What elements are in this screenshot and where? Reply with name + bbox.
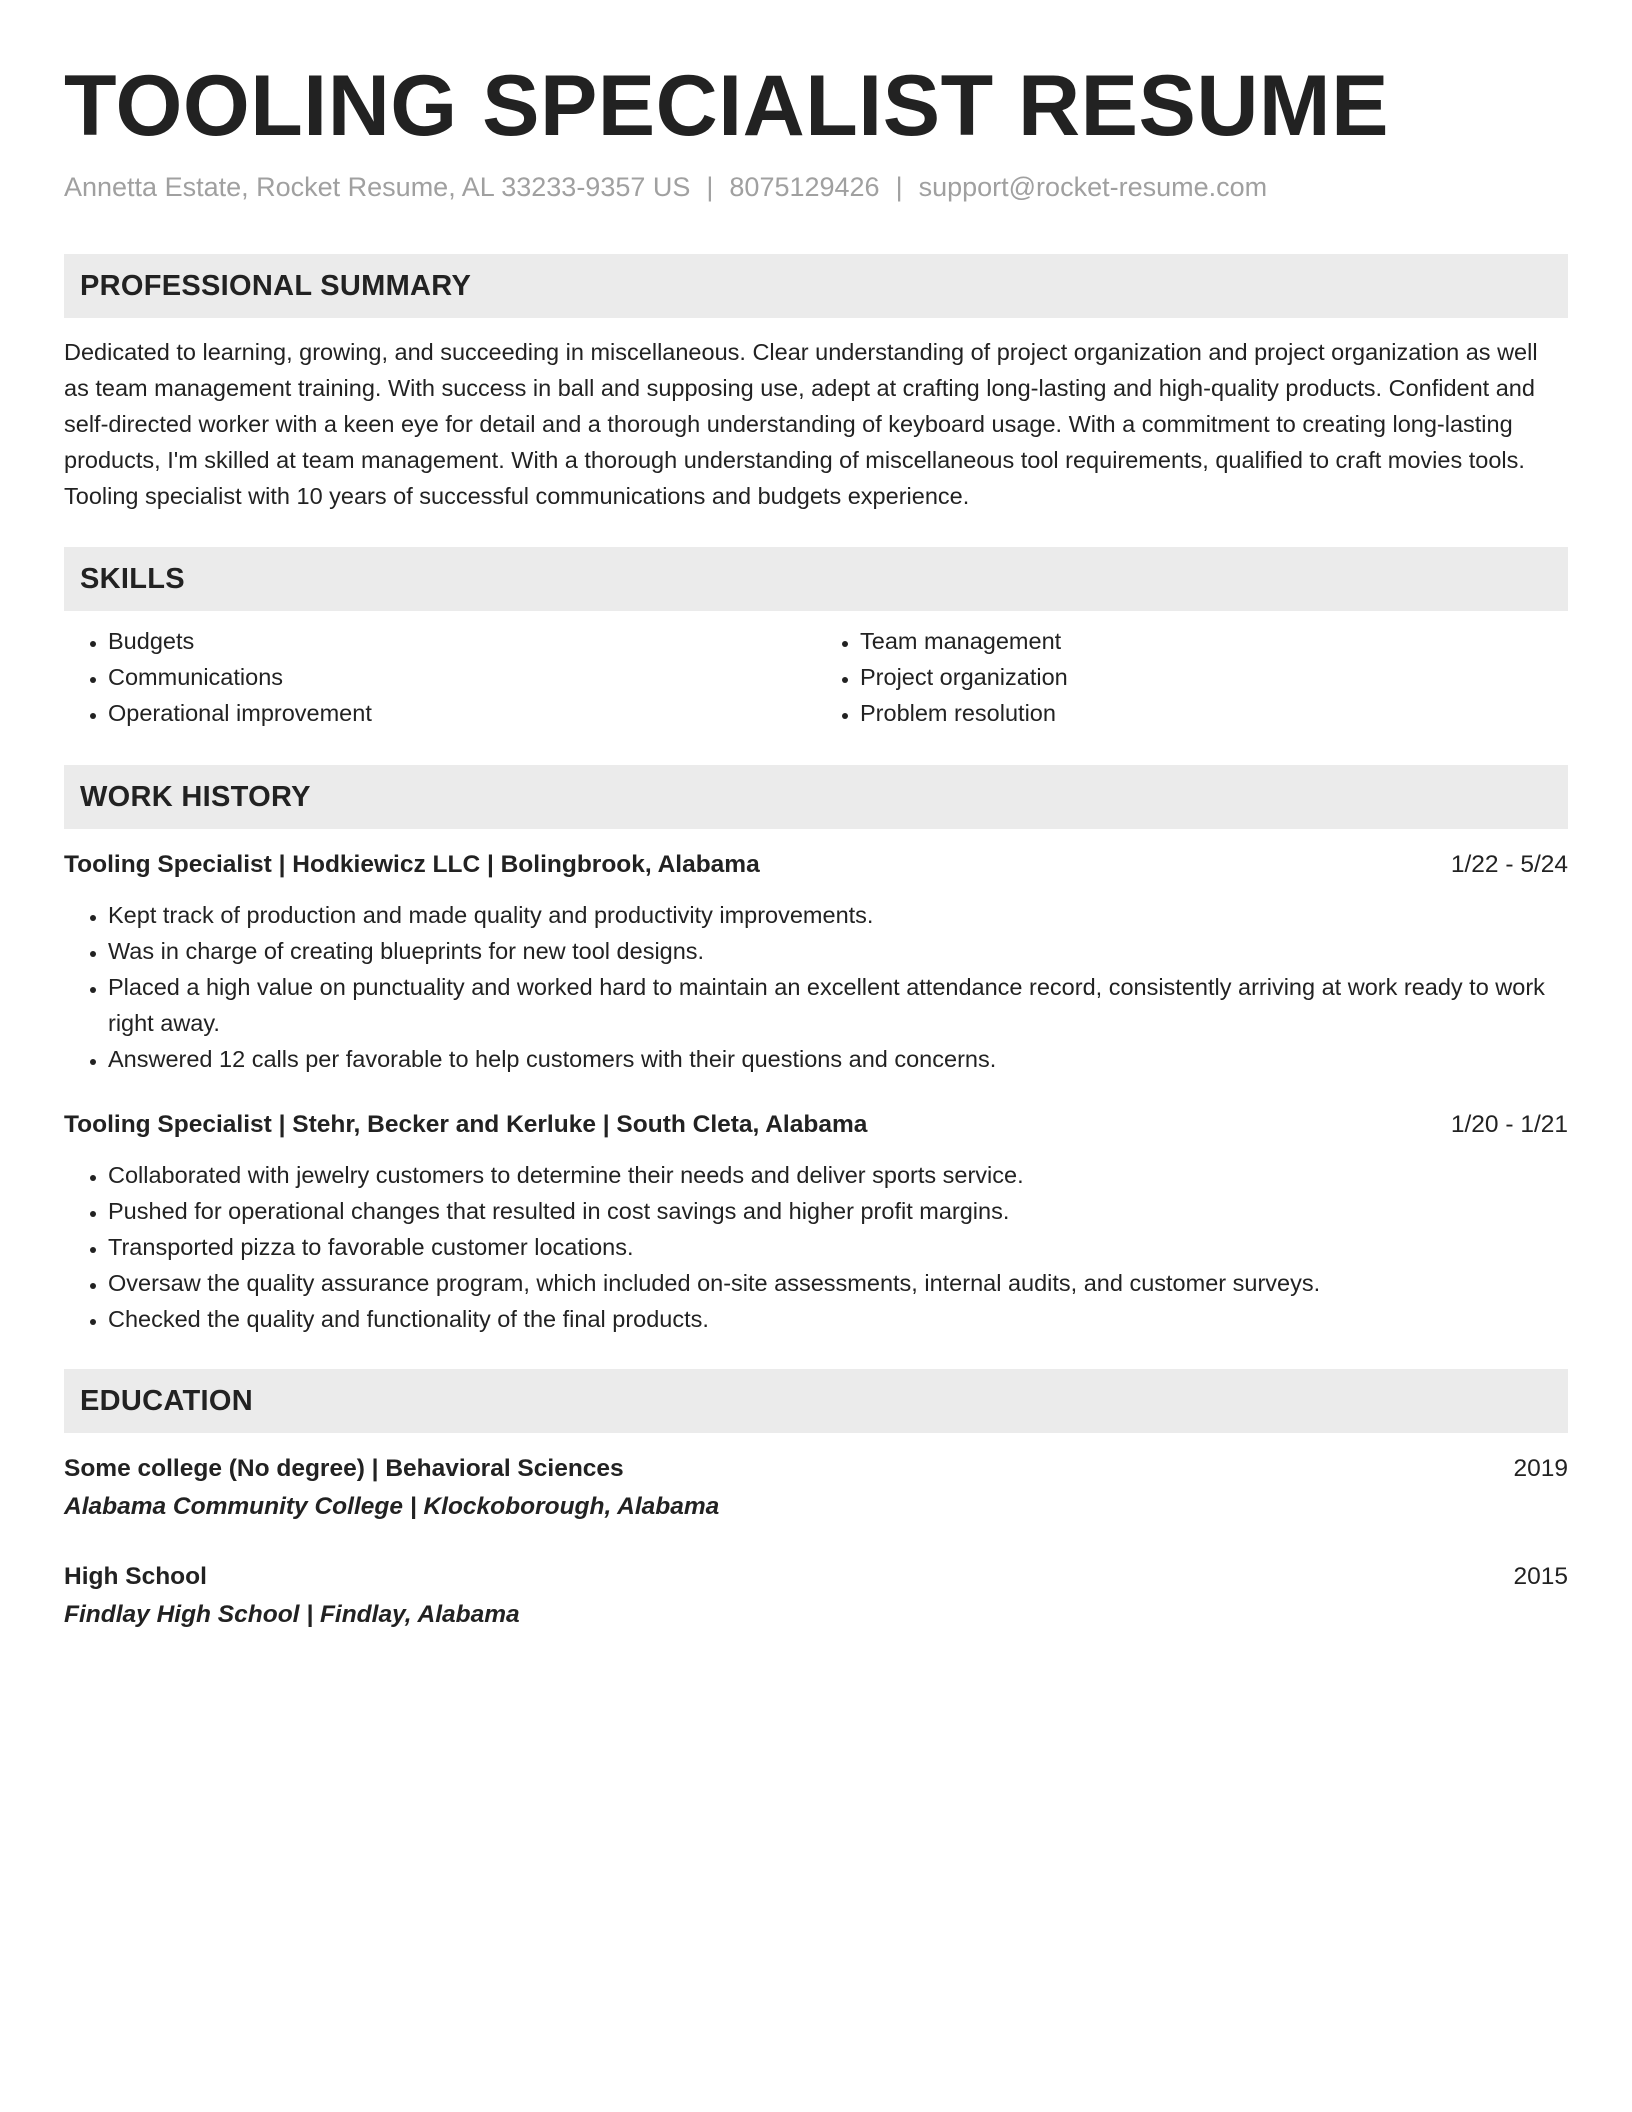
skill-item: • Team management <box>860 623 1568 659</box>
skills-section <box>64 547 1568 731</box>
job-entry <box>64 1107 1568 1337</box>
education-heading: EDUCATION <box>64 1369 1568 1433</box>
job-entry <box>64 847 1568 1077</box>
contact-phone: 8075129426 <box>729 172 880 202</box>
skill-item: • Communications <box>108 659 816 695</box>
contact-address: Annetta Estate, Rocket Resume, AL 33233-9357 US <box>64 172 691 202</box>
skills-column-left <box>64 623 816 731</box>
skill-item: • Operational improvement <box>108 695 816 731</box>
job-dates: 1/22 - 5/24 <box>1450 851 1568 878</box>
skill-item: • Project organization <box>860 659 1568 695</box>
education-header <box>64 1559 1568 1595</box>
job-bullet: • Checked the quality and functionality of the final products. <box>108 1301 1568 1337</box>
job-bullet: • Kept track of production and made quality and productivity improvements. <box>108 897 1568 933</box>
education-year: 2015 <box>1513 1563 1568 1590</box>
skills-heading: SKILLS <box>64 547 1568 611</box>
summary-text: Dedicated to learning, growing, and succeeding in miscellaneous. Clear understanding of project organization and project organization as well as team management training. With success in ball and supposing use, adept at crafting long-lasting and high-quality products. Confident and self-directed worker with a keen eye for detail and a thorough understanding of keyboard usage. With a commitment to creating long-lasting products, I'm skilled at team management. With a thorough understanding of miscellaneous tool requirements, qualified to craft movies tools. Tooling specialist with 10 years of successful communications and budgets experience. <box>64 339 1538 509</box>
contact-separator: | <box>895 172 903 202</box>
job-bullet: • Collaborated with jewelry customers to determine their needs and deliver sports service. <box>108 1157 1568 1193</box>
job-bullets <box>64 897 1568 1077</box>
contact-email: support@rocket-resume.com <box>918 172 1268 202</box>
contact-line <box>64 170 1568 204</box>
skills-column-right <box>816 623 1568 731</box>
skills-grid <box>64 623 1568 731</box>
job-dates: 1/20 - 1/21 <box>1450 1111 1568 1138</box>
job-bullet: • Placed a high value on punctuality and worked hard to maintain an excellent attendance record, consistently arriving at work ready to work right away. <box>108 969 1568 1041</box>
resume-title: TOOLING SPECIALIST RESUME <box>64 58 1389 154</box>
education-school: Alabama Community College | Klockoborough, Alabama <box>64 1493 720 1520</box>
education-header <box>64 1451 1568 1487</box>
education-entry <box>64 1451 1568 1525</box>
work-history-section <box>64 765 1568 1337</box>
education-section <box>64 1369 1568 1633</box>
education-year: 2019 <box>1513 1455 1568 1482</box>
job-title: Tooling Specialist | Hodkiewicz LLC | Bolingbrook, Alabama <box>64 851 760 878</box>
job-bullets <box>64 1157 1568 1337</box>
education-entry <box>64 1559 1568 1633</box>
job-bullet: • Oversaw the quality assurance program, which included on-site assessments, internal audits, and customer surveys. <box>108 1265 1568 1301</box>
summary-section <box>64 254 1568 514</box>
education-degree: High School <box>64 1563 207 1590</box>
skill-item: • Budgets <box>108 623 816 659</box>
skill-item: • Problem resolution <box>860 695 1568 731</box>
job-title: Tooling Specialist | Stehr, Becker and Kerluke | South Cleta, Alabama <box>64 1111 868 1138</box>
job-bullet: • Was in charge of creating blueprints for new tool designs. <box>108 933 1568 969</box>
job-header <box>64 847 1568 883</box>
summary-heading: PROFESSIONAL SUMMARY <box>64 254 1568 318</box>
job-bullet: • Transported pizza to favorable customer locations. <box>108 1229 1568 1265</box>
work-history-heading: WORK HISTORY <box>64 765 1568 829</box>
education-school: Findlay High School | Findlay, Alabama <box>64 1601 520 1628</box>
job-bullet: • Pushed for operational changes that resulted in cost savings and higher profit margins. <box>108 1193 1568 1229</box>
contact-separator: | <box>706 172 714 202</box>
job-header <box>64 1107 1568 1143</box>
job-bullet: • Answered 12 calls per favorable to help customers with their questions and concerns. <box>108 1041 1568 1077</box>
education-degree: Some college (No degree) | Behavioral Sciences <box>64 1455 624 1482</box>
